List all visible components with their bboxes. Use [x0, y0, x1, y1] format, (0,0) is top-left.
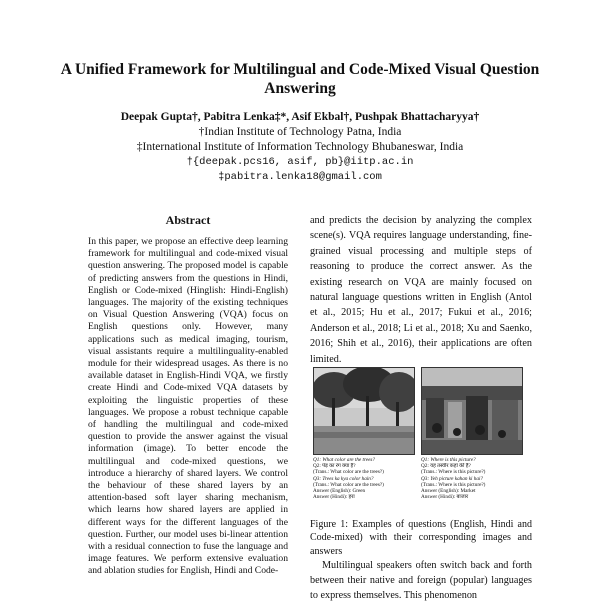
trees-qa	[313, 457, 415, 500]
intro-next-paragraph	[310, 558, 532, 603]
trees-photo	[313, 367, 415, 455]
figure-caption: Figure 1: Examples of questions (English, Hindi and Code-mixed) with their corresponding images and answers	[310, 519, 532, 557]
qa-line: Q3: Trees ka kya color hain?	[313, 475, 374, 482]
qa-line: Answer (Hindi): हरा	[313, 494, 355, 501]
qa-line: Answer (English): Green	[313, 488, 366, 495]
affiliation-2: ‡International Institute of Information Technology Bhubaneswar, India	[136, 141, 464, 153]
market-photo	[421, 367, 523, 455]
qa-line: Q1: What color are the trees?	[313, 457, 375, 463]
intro-continuation	[310, 213, 532, 367]
qa-line: Q2: पेड़ का रंग क्या है?	[313, 463, 356, 470]
abstract-body	[88, 236, 288, 578]
qa-line: (Trans.: Where is this picture?)	[421, 469, 486, 476]
qa-line: Q1: Where is this picture?	[421, 457, 476, 463]
qa-line: (Trans.: What color are the trees?)	[313, 469, 384, 476]
qa-line: Answer (English): Market	[421, 488, 476, 495]
qa-line: Q2: यह तस्वीर कहां की है?	[421, 463, 471, 470]
intro-paragraph: and predicts the decision by analyzing the complex scene(s). VQA requires language understanding, fine-grained visual processing and multiple steps of reasoning to produce the correct answer. As the existing research on VQA are mainly focused on natural language questions written in English (Antol et al., 2015; Hu et al., 2017; Fukui et al., 2016; Anderson et al., 2018; Li et al., 2018; Xu and Saenko, 2016; Shih et al., 2016), their applications are often limited.	[310, 215, 532, 365]
intro-paragraph-2: Multilingual speakers often switch back and forth between their native and foreign (popular) languages to express themselves. This phenomenon	[310, 560, 532, 601]
figure-panel-market	[421, 367, 523, 509]
qa-line: (Trans.: What color are the trees?)	[313, 481, 384, 488]
paper-title: A Unified Framework for Multilingual and Code-Mixed Visual Question Answering	[60, 61, 540, 97]
qa-line: Answer (Hindi): बाजार	[421, 494, 469, 501]
market-qa	[421, 457, 523, 500]
author-block	[40, 110, 560, 185]
email-2: ‡pabitra.lenka18@gmail.com	[218, 171, 382, 183]
affiliation-1: †Indian Institute of Technology Patna, India	[198, 126, 402, 138]
qa-line: Q3: Yeh picture kahan ki hai?	[421, 475, 484, 482]
figure-panel-trees	[313, 367, 415, 509]
email-1: †{deepak.pcs16, asif, pb}@iitp.ac.in	[186, 156, 414, 168]
qa-line: (Trans.: Where is this picture?)	[421, 481, 486, 488]
abstract-paragraph: In this paper, we propose an effective deep learning framework for multilingual and code-mixed visual question answering. The proposed model is capable of predicting answers from the questions in Hindi, English or Code-mixed (Hinglish: Hindi-English) languages. The majority of the existing techniques on Visual Question Answering (VQA) focus on English questions only. However, many applications such as medical imaging, tourism, visual assistants require a multilinguality-enabled module for their widespread usages. As there is no available dataset in English-Hindi VQA, we firstly create Hindi and Code-mixed VQA datasets by exploiting the linguistic properties of these languages. We propose a robust technique capable of handling the multilingual and code-mixed question to provide the answer against the visual information (image). To better encode the multilingual and code-mixed questions, we introduce a hierarchy of shared layers. We control the behaviour of these shared layers by an attention-based soft layer sharing mechanism, which learns how shared layers are applied in different ways for the different languages of the question. Further, our model uses bi-linear attention with a residual connection to fuse the language and image features. We perform extensive evaluation and ablation studies for English, Hindi and Code-	[88, 236, 288, 577]
author-names: Deepak Gupta†, Pabitra Lenka‡*, Asif Ekbal†, Pushpak Bhattacharyya†	[120, 111, 480, 123]
abstract-heading: Abstract	[165, 213, 211, 227]
figure-1	[313, 367, 523, 509]
